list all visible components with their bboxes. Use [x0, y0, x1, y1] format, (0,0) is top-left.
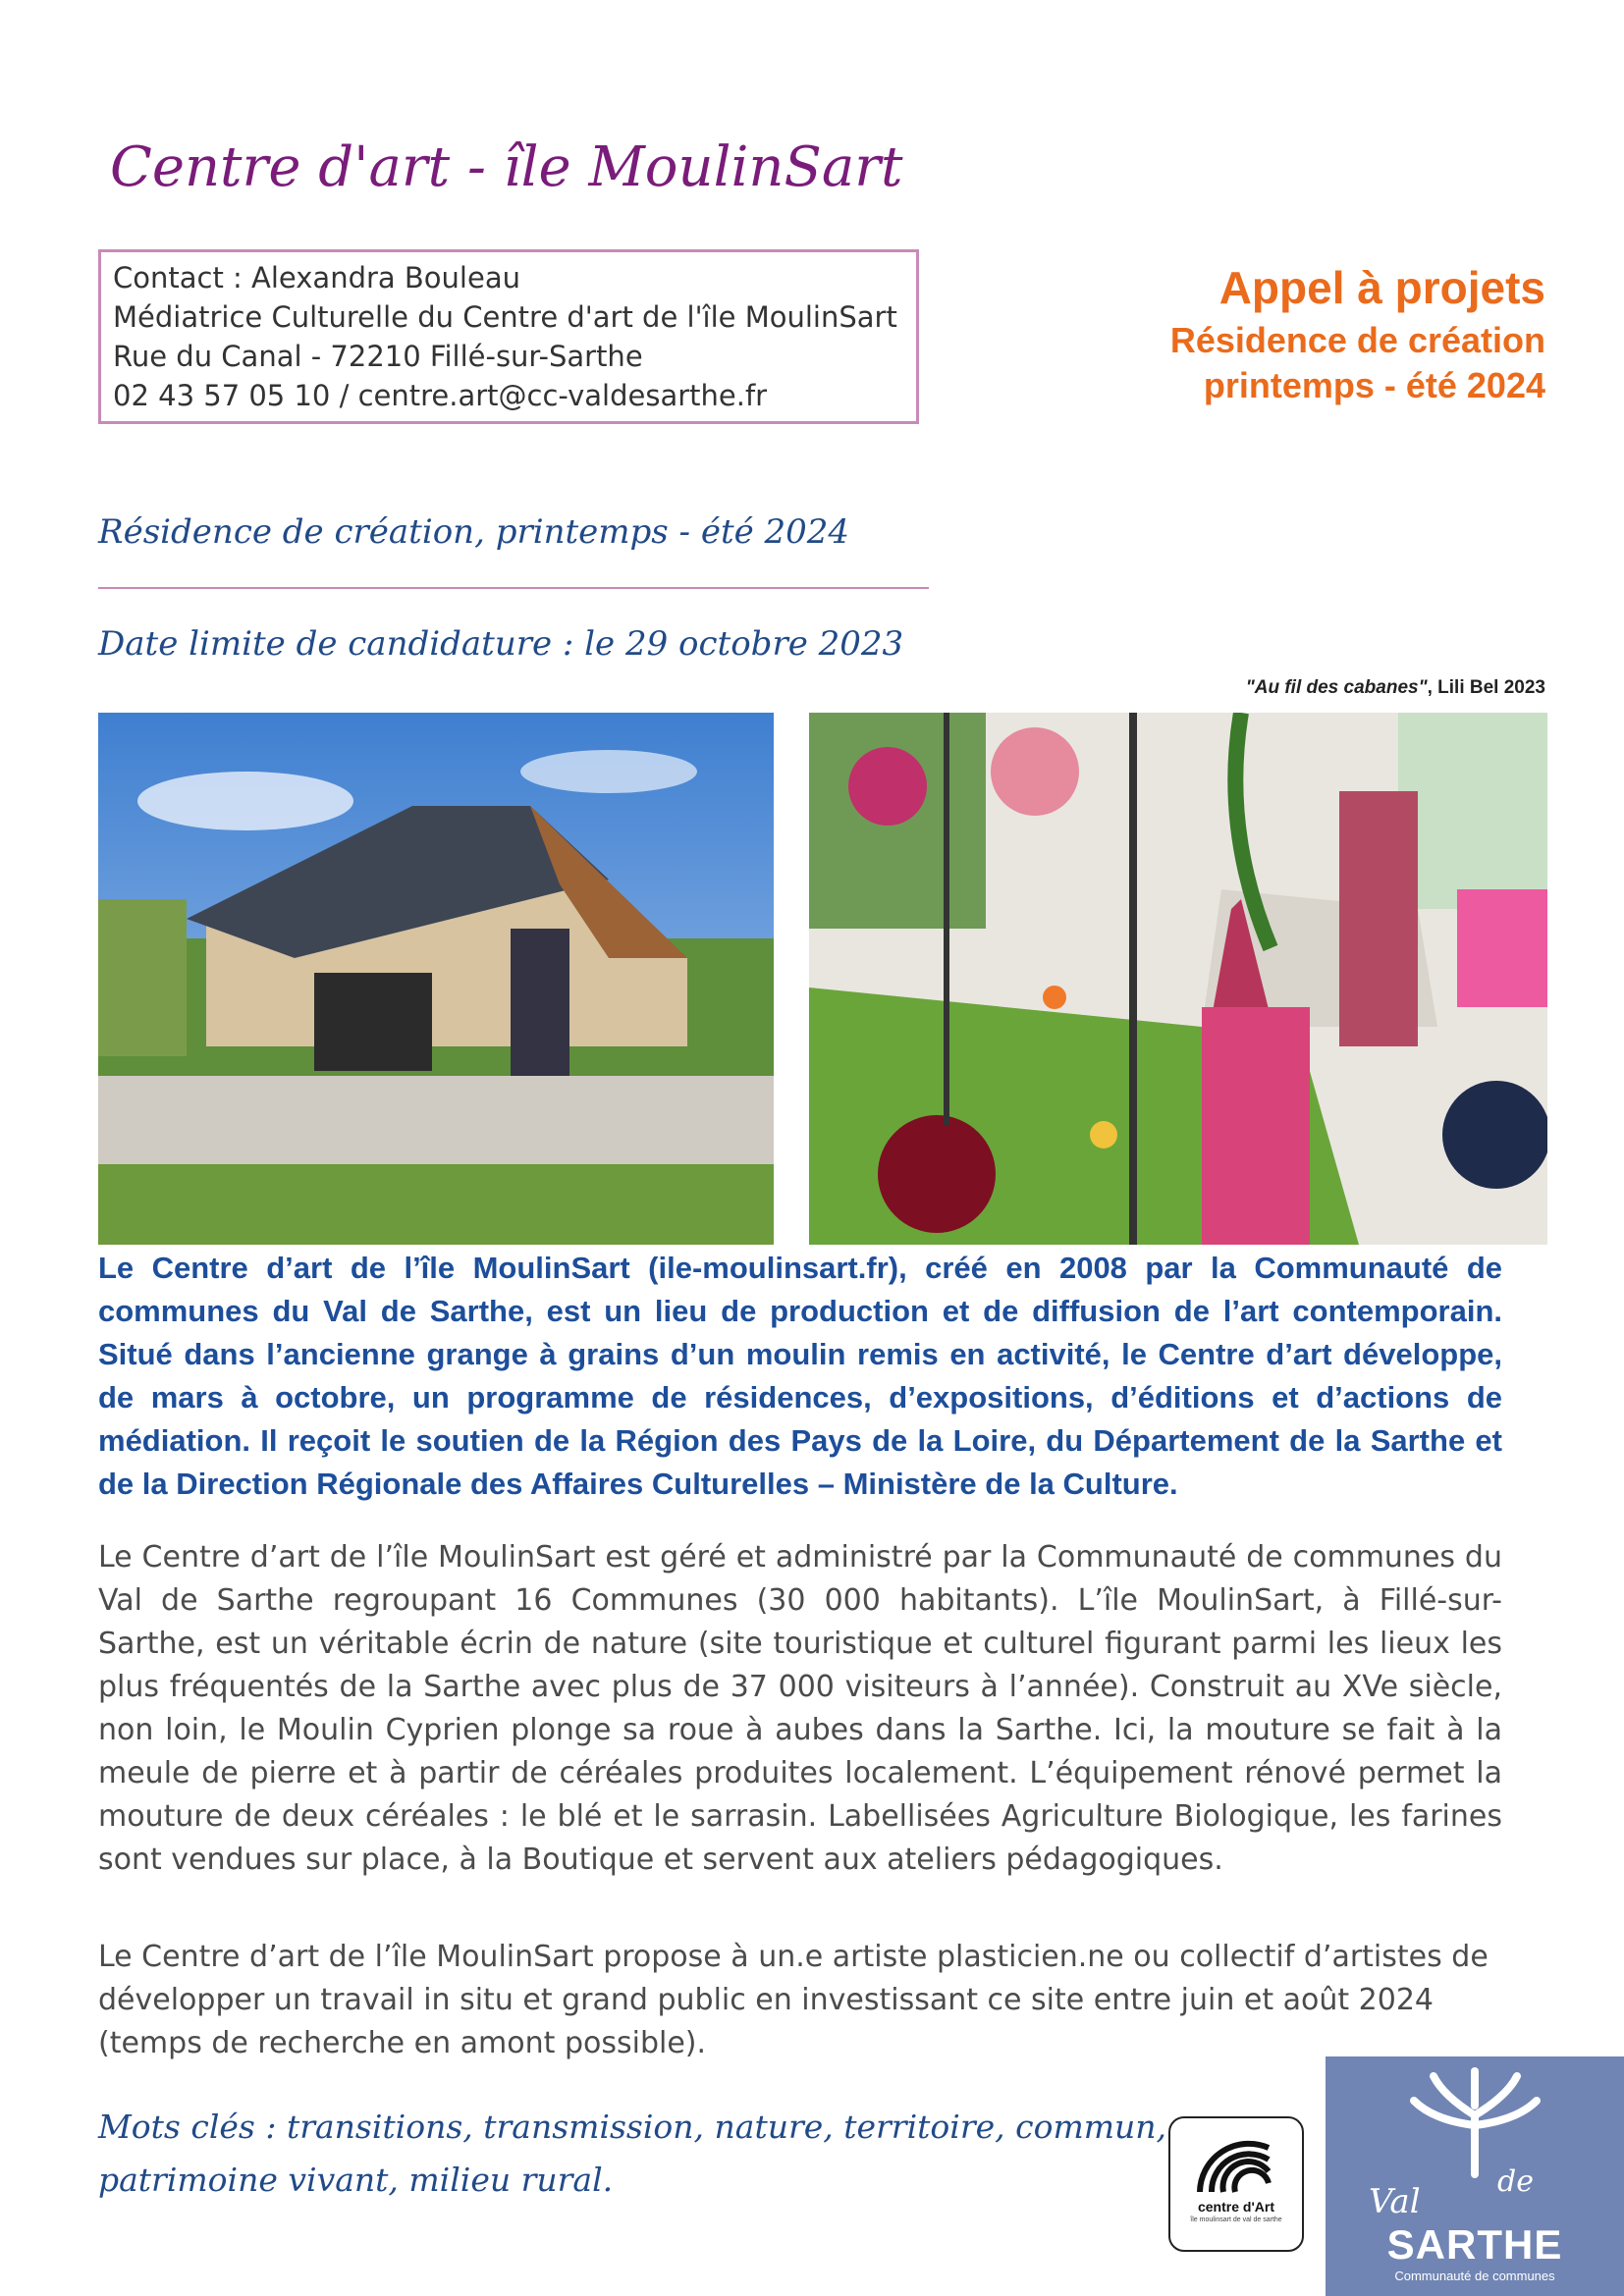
contact-name: Contact : Alexandra Bouleau — [113, 261, 520, 294]
deadline-heading: Date limite de candidature : le 29 octobre 2023 — [98, 624, 904, 664]
caption-work: "Au fil des cabanes" — [1245, 677, 1428, 698]
caption-credit: , Lili Bel 2023 — [1427, 677, 1545, 698]
contact-role: Médiatrice Culturelle du Centre d'art de l'île MoulinSart — [113, 300, 897, 334]
logo-de: de — [1497, 2164, 1534, 2199]
logo-sub: Communauté de communes — [1394, 2269, 1555, 2283]
barn-photo — [98, 713, 774, 1245]
intro-paragraph: Le Centre d’art de l’île MoulinSart (ile-moulinsart.fr), créé en 2008 par la Communauté de communes du Val de Sarthe, est un lieu de production et de diffusion de l’art contemporain. Situé dans l’ancienne grange à grains d’un moulin remis en activité, le Centre d’art développe, de mars à octobre, un programme de résidences, d’expositions, d’éditions et d’actions de médiation. Il reçoit le soutien de la Région des Pays de la Loire, du Département de la Sarthe et de la Direction Régionale des Affaires Culturelles – Ministère de la Culture. — [98, 1251, 1502, 1501]
centre-art-logo-name: centre d'Art — [1197, 2199, 1274, 2215]
divider — [98, 587, 929, 589]
residence-heading: Résidence de création, printemps - été 2024 — [98, 512, 850, 552]
call-subtitle: Résidence de création — [1169, 320, 1545, 360]
hands-tree-icon — [1326, 2056, 1624, 2184]
contact-box — [98, 249, 919, 424]
photo-caption — [1246, 677, 1545, 699]
signal-arcs-icon — [1170, 2118, 1302, 2197]
call-period: printemps - été 2024 — [1203, 365, 1545, 405]
centre-art-logo — [1168, 2116, 1304, 2252]
proposal-paragraph: Le Centre d’art de l’île MoulinSart propose à un.e artiste plasticien.ne ou collectif d’artistes de développer un travail in situ et grand public en investissant ce site entre juin et août 2024 (temps de recherche en amont possible). — [98, 1940, 1489, 2060]
installation-photo — [809, 713, 1547, 1245]
contact-address: Rue du Canal - 72210 Fillé-sur-Sarthe — [113, 340, 643, 373]
call-title: Appel à projets — [1218, 262, 1545, 313]
page-title: Centre d'art - île MoulinSart — [110, 135, 903, 199]
logo-val: Val — [1369, 2182, 1421, 2221]
keywords — [98, 2101, 1178, 2207]
call-for-projects — [1170, 257, 1545, 408]
keywords-line-1: Mots clés : transitions, transmission, nature, territoire, commun, — [98, 2108, 1167, 2146]
context-paragraph: Le Centre d’art de l’île MoulinSart est géré et administré par la Communauté de communes du Val de Sarthe regroupant 16 Communes (30 000 habitants). L’île MoulinSart, à Fillé-sur- Sarthe, est un véritable écrin de nature (site touristique et culturel figurant parmi les lieux les plus fréquentés de la Sarthe avec plus de 37 000 visiteurs à l’année). Construit au XVe siècle, non loin, le Moulin Cyprien plonge sa roue à aubes dans la Sarthe. Ici, la mouture se fait à la meule de pierre et à partir de céréales produites localement. L’équipement rénové permet la mouture de deux céréales : le blé et le sarrasin. Labellisées Agriculture Biologique, les farines sont vendues sur place, à la Boutique et servent aux ateliers pédagogiques. — [98, 1540, 1502, 1877]
contact-phone-email: 02 43 57 05 10 / centre.art@cc-valdesarthe.fr — [113, 379, 768, 412]
logo-sarthe: SARTHE — [1386, 2221, 1563, 2268]
centre-art-logo-sub: île moulinsart de val de sarthe — [1190, 2216, 1282, 2223]
val-de-sarthe-logo — [1326, 2056, 1624, 2296]
keywords-line-2: patrimoine vivant, milieu rural. — [98, 2161, 614, 2199]
